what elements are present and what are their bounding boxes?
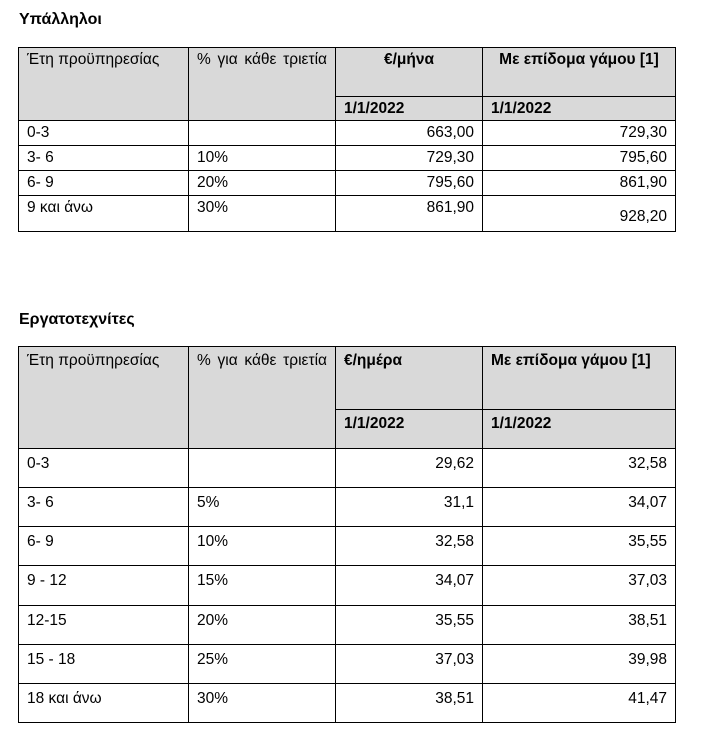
workers-wage-table <box>18 346 676 723</box>
cell-marriage: 928,20 <box>483 196 676 232</box>
cell-monthly: 795,60 <box>336 171 483 196</box>
cell-percent: 30% <box>189 684 336 723</box>
cell-daily: 34,07 <box>336 566 483 606</box>
cell-years: 12-15 <box>19 606 189 645</box>
cell-daily: 35,55 <box>336 606 483 645</box>
table-row <box>19 146 676 171</box>
cell-years: 3- 6 <box>19 146 189 171</box>
cell-years: 9 και άνω <box>19 196 189 232</box>
table-row <box>19 171 676 196</box>
cell-years: 9 - 12 <box>19 566 189 606</box>
cell-marriage: 38,51 <box>483 606 676 645</box>
cell-percent: 10% <box>189 527 336 566</box>
header-date: 1/1/2022 <box>483 97 676 121</box>
cell-marriage: 32,58 <box>483 449 676 488</box>
table-row <box>19 606 676 645</box>
cell-percent: 20% <box>189 171 336 196</box>
table-row <box>19 488 676 527</box>
cell-years: 6- 9 <box>19 527 189 566</box>
header-marriage: Με επίδομα γάμου [1] <box>483 48 676 97</box>
workers-title: Εργατοτεχνίτες <box>19 311 135 328</box>
cell-years: 3- 6 <box>19 488 189 527</box>
cell-marriage: 35,55 <box>483 527 676 566</box>
header-percent: % για κάθε τριετία <box>189 48 336 121</box>
table-row <box>19 449 676 488</box>
table-row <box>19 684 676 723</box>
cell-marriage: 729,30 <box>483 121 676 146</box>
cell-marriage: 37,03 <box>483 566 676 606</box>
table-row <box>19 527 676 566</box>
header-date: 1/1/2022 <box>336 410 483 449</box>
cell-years: 18 και άνω <box>19 684 189 723</box>
cell-percent: 10% <box>189 146 336 171</box>
cell-years: 0-3 <box>19 121 189 146</box>
cell-daily: 38,51 <box>336 684 483 723</box>
cell-daily: 32,58 <box>336 527 483 566</box>
cell-percent: 20% <box>189 606 336 645</box>
cell-years: 6- 9 <box>19 171 189 196</box>
header-years: Έτη προϋπηρεσίας <box>19 347 189 449</box>
cell-marriage: 795,60 <box>483 146 676 171</box>
cell-monthly: 861,90 <box>336 196 483 232</box>
cell-percent: 15% <box>189 566 336 606</box>
employees-salary-table <box>18 47 676 232</box>
header-years: Έτη προϋπηρεσίας <box>19 48 189 121</box>
table-row <box>19 121 676 146</box>
cell-years: 15 - 18 <box>19 645 189 684</box>
cell-percent: 30% <box>189 196 336 232</box>
cell-marriage: 34,07 <box>483 488 676 527</box>
cell-daily: 37,03 <box>336 645 483 684</box>
cell-marriage: 41,47 <box>483 684 676 723</box>
cell-daily: 31,1 <box>336 488 483 527</box>
header-date: 1/1/2022 <box>336 97 483 121</box>
cell-percent: 5% <box>189 488 336 527</box>
cell-marriage: 861,90 <box>483 171 676 196</box>
table-row <box>19 196 676 232</box>
cell-percent <box>189 449 336 488</box>
employees-title: Υπάλληλοι <box>19 11 102 28</box>
header-monthly: €/μήνα <box>336 48 483 97</box>
cell-daily: 29,62 <box>336 449 483 488</box>
header-date: 1/1/2022 <box>483 410 676 449</box>
cell-monthly: 729,30 <box>336 146 483 171</box>
header-marriage: Με επίδομα γάμου [1] <box>483 347 676 410</box>
cell-monthly: 663,00 <box>336 121 483 146</box>
table-row <box>19 566 676 606</box>
header-daily: €/ημέρα <box>336 347 483 410</box>
cell-percent: 25% <box>189 645 336 684</box>
cell-percent <box>189 121 336 146</box>
cell-years: 0-3 <box>19 449 189 488</box>
header-percent: % για κάθε τριετία <box>189 347 336 449</box>
table-row <box>19 645 676 684</box>
cell-marriage: 39,98 <box>483 645 676 684</box>
